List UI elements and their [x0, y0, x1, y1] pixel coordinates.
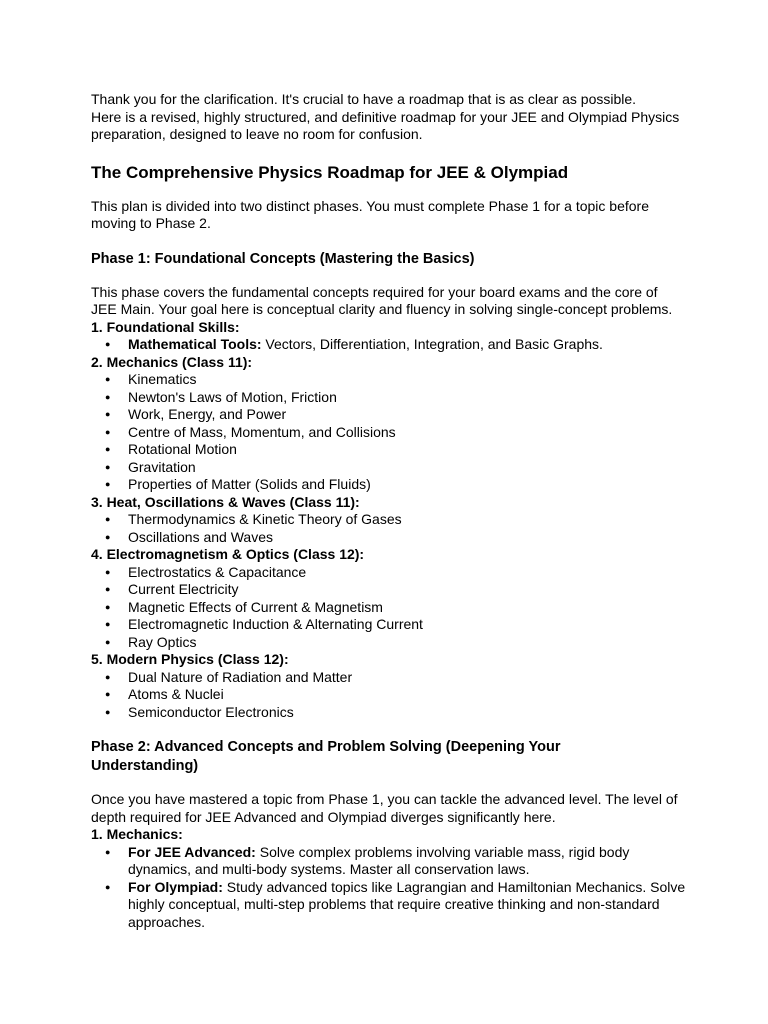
intro-line: preparation, designed to leave no room for confusion. — [91, 126, 423, 142]
list-item: ● Oscillations and Waves — [91, 529, 691, 547]
phase2-line: depth required for JEE Advanced and Olympiad diverges significantly here. — [91, 808, 556, 825]
item-text: dynamics, and multi-body systems. Master all conservation laws. — [128, 861, 530, 877]
section-heading: 4. Electromagnetism & Optics (Class 12): — [91, 546, 365, 562]
list-item: ● Magnetic Effects of Current & Magnetism — [91, 599, 691, 617]
phase2-paragraph — [91, 791, 691, 826]
item-text: Solve complex problems involving variable mass, rigid body — [255, 843, 630, 860]
list-item: ● Ray Optics — [91, 634, 691, 652]
intro-paragraph — [91, 91, 691, 144]
list-item: ● Electromagnetic Induction & Alternating Current — [91, 616, 691, 634]
phase2-heading — [91, 738, 691, 776]
item-text: Study advanced topics like Lagrangian and Hamiltonian Mechanics. Solve — [222, 878, 686, 895]
list-item — [91, 336, 691, 354]
list-item: ● Centre of Mass, Momentum, and Collisions — [91, 424, 691, 442]
list-item: ● Thermodynamics & Kinetic Theory of Gases — [91, 511, 691, 529]
section-list — [91, 669, 691, 722]
item-label: Mathematical Tools: — [128, 336, 262, 352]
document-page — [91, 91, 691, 931]
phase1-line: This phase covers the fundamental concepts required for your board exams and the core of — [91, 283, 658, 300]
list-item: ● Current Electricity — [91, 581, 691, 599]
list-item — [91, 844, 691, 879]
list-item: ● Newton's Laws of Motion, Friction — [91, 389, 691, 407]
list-item: ● Electrostatics & Capacitance — [91, 564, 691, 582]
section-list — [91, 844, 691, 932]
item-text: approaches. — [128, 913, 206, 930]
list-item: ● Atoms & Nuclei — [91, 686, 691, 704]
section-heading: 3. Heat, Oscillations & Waves (Class 11): — [91, 493, 360, 510]
section-heading: 1. Mechanics: — [91, 826, 183, 842]
list-item: ● Properties of Matter (Solids and Fluids) — [91, 476, 691, 494]
phase2-line: Once you have mastered a topic from Phase 1, you can tackle the advanced level. The level of — [91, 791, 678, 807]
item-text: highly conceptual, multi-step problems that require creative thinking and non-standard — [128, 896, 660, 912]
document-title: The Comprehensive Physics Roadmap for JEE & Olympiad — [91, 162, 569, 182]
section-list — [91, 371, 691, 494]
list-item: ● Rotational Motion — [91, 441, 691, 459]
section-list — [91, 336, 691, 354]
phase2-heading-line: Understanding) — [91, 758, 199, 774]
section-heading: 1. Foundational Skills: — [91, 318, 240, 335]
list-item — [91, 879, 691, 932]
section-heading: 5. Modern Physics (Class 12): — [91, 651, 289, 667]
plan-paragraph — [91, 198, 691, 233]
list-item: ● Dual Nature of Radiation and Matter — [91, 669, 691, 687]
phase1-line: JEE Main. Your goal here is conceptual clarity and fluency in solving single-concept problems. — [91, 301, 673, 317]
plan-line: This plan is divided into two distinct phases. You must complete Phase 1 for a topic before — [91, 197, 649, 214]
phase1-heading: Phase 1: Foundational Concepts (Mastering the Basics) — [91, 250, 475, 267]
item-label: For Olympiad: — [128, 878, 223, 895]
item-text: Vectors, Differentiation, Integration, and Basic Graphs. — [261, 336, 603, 352]
phase1-paragraph — [91, 284, 691, 319]
list-item: ● Kinematics — [91, 371, 691, 389]
section-heading: 2. Mechanics (Class 11): — [91, 353, 253, 370]
list-item: ● Semiconductor Electronics — [91, 704, 691, 722]
section-list — [91, 511, 691, 546]
item-label: For JEE Advanced: — [128, 843, 256, 860]
section-list — [91, 564, 691, 652]
list-item: ● Gravitation — [91, 459, 691, 477]
phase2-heading-line: Phase 2: Advanced Concepts and Problem Solving (Deepening Your — [91, 739, 561, 755]
list-item: ● Work, Energy, and Power — [91, 406, 691, 424]
plan-line: moving to Phase 2. — [91, 215, 211, 231]
intro-line: Thank you for the clarification. It's crucial to have a roadmap that is as clear as possible. — [91, 91, 637, 107]
intro-line: Here is a revised, highly structured, and definitive roadmap for your JEE and Olympiad Physics — [91, 108, 680, 125]
